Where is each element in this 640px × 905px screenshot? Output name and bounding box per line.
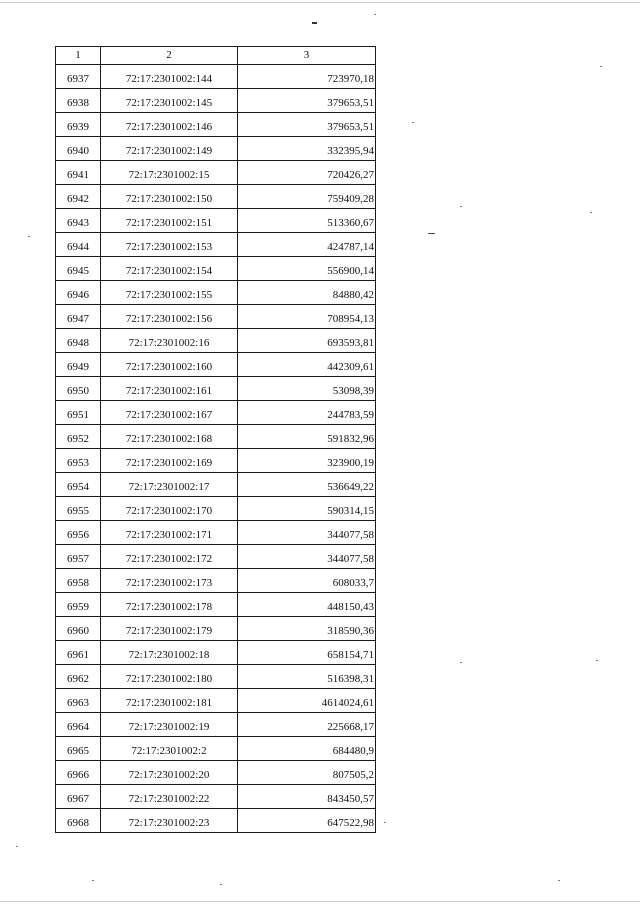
cadastral-value: 708954,13 (238, 305, 376, 329)
cadastral-number: 72:17:2301002:169 (101, 449, 238, 473)
scan-speck (460, 662, 462, 663)
cadastral-number: 72:17:2301002:19 (101, 713, 238, 737)
cadastral-number: 72:17:2301002:22 (101, 785, 238, 809)
cadastral-number: 72:17:2301002:156 (101, 305, 238, 329)
table-row (56, 569, 376, 593)
table-row (56, 737, 376, 761)
table-row (56, 353, 376, 377)
cadastral-number: 72:17:2301002:2 (101, 737, 238, 761)
row-number: 6939 (56, 113, 101, 137)
table-row (56, 185, 376, 209)
table-row (56, 593, 376, 617)
row-number: 6944 (56, 233, 101, 257)
cadastral-value: 720426,27 (238, 161, 376, 185)
row-number: 6963 (56, 689, 101, 713)
cadastral-value: 513360,67 (238, 209, 376, 233)
table-row (56, 401, 376, 425)
row-number: 6940 (56, 137, 101, 161)
cadastral-number: 72:17:2301002:170 (101, 497, 238, 521)
cadastral-number: 72:17:2301002:20 (101, 761, 238, 785)
scan-speck (312, 22, 317, 24)
cadastral-table-container (55, 46, 375, 833)
cadastral-value: 693593,81 (238, 329, 376, 353)
table-row (56, 305, 376, 329)
row-number: 6937 (56, 65, 101, 89)
scan-speck (16, 846, 18, 847)
cadastral-number: 72:17:2301002:15 (101, 161, 238, 185)
scan-speck (590, 212, 592, 213)
table-row (56, 65, 376, 89)
cadastral-number: 72:17:2301002:144 (101, 65, 238, 89)
cadastral-value: 442309,61 (238, 353, 376, 377)
header-col-3: 3 (238, 47, 376, 65)
table-row (56, 545, 376, 569)
table-row (56, 521, 376, 545)
table-row (56, 449, 376, 473)
cadastral-value: 53098,39 (238, 377, 376, 401)
cadastral-number: 72:17:2301002:167 (101, 401, 238, 425)
cadastral-number: 72:17:2301002:155 (101, 281, 238, 305)
cadastral-value: 344077,58 (238, 521, 376, 545)
row-number: 6945 (56, 257, 101, 281)
cadastral-value: 332395,94 (238, 137, 376, 161)
cadastral-number: 72:17:2301002:181 (101, 689, 238, 713)
cadastral-number: 72:17:2301002:16 (101, 329, 238, 353)
table-row (56, 377, 376, 401)
table-row (56, 809, 376, 833)
table-row (56, 233, 376, 257)
cadastral-value: 608033,7 (238, 569, 376, 593)
cadastral-value-table (55, 46, 376, 833)
row-number: 6966 (56, 761, 101, 785)
row-number: 6967 (56, 785, 101, 809)
cadastral-value: 556900,14 (238, 257, 376, 281)
row-number: 6959 (56, 593, 101, 617)
cadastral-number: 72:17:2301002:23 (101, 809, 238, 833)
cadastral-value: 4614024,61 (238, 689, 376, 713)
cadastral-value: 647522,98 (238, 809, 376, 833)
table-row (56, 665, 376, 689)
cadastral-number: 72:17:2301002:161 (101, 377, 238, 401)
cadastral-value: 516398,31 (238, 665, 376, 689)
cadastral-value: 448150,43 (238, 593, 376, 617)
table-row (56, 785, 376, 809)
cadastral-value: 379653,51 (238, 89, 376, 113)
row-number: 6943 (56, 209, 101, 233)
scan-speck (600, 66, 602, 67)
table-row (56, 257, 376, 281)
table-header-row (56, 47, 376, 65)
table-body (56, 65, 376, 833)
cadastral-number: 72:17:2301002:151 (101, 209, 238, 233)
scan-edge-bottom (0, 901, 640, 902)
table-row (56, 209, 376, 233)
table-row (56, 137, 376, 161)
cadastral-number: 72:17:2301002:153 (101, 233, 238, 257)
cadastral-value: 344077,58 (238, 545, 376, 569)
cadastral-number: 72:17:2301002:18 (101, 641, 238, 665)
table-row (56, 617, 376, 641)
cadastral-value: 536649,22 (238, 473, 376, 497)
row-number: 6968 (56, 809, 101, 833)
header-col-1: 1 (56, 47, 101, 65)
row-number: 6952 (56, 425, 101, 449)
scan-speck (384, 822, 386, 823)
cadastral-number: 72:17:2301002:171 (101, 521, 238, 545)
table-row (56, 473, 376, 497)
table-row (56, 425, 376, 449)
row-number: 6955 (56, 497, 101, 521)
table-row (56, 89, 376, 113)
row-number: 6949 (56, 353, 101, 377)
row-number: 6947 (56, 305, 101, 329)
cadastral-number: 72:17:2301002:179 (101, 617, 238, 641)
table-row (56, 113, 376, 137)
cadastral-value: 318590,36 (238, 617, 376, 641)
table-row (56, 713, 376, 737)
row-number: 6962 (56, 665, 101, 689)
cadastral-number: 72:17:2301002:146 (101, 113, 238, 137)
row-number: 6958 (56, 569, 101, 593)
cadastral-value: 590314,15 (238, 497, 376, 521)
scan-edge-top (0, 2, 640, 3)
scan-speck (412, 122, 414, 123)
cadastral-number: 72:17:2301002:150 (101, 185, 238, 209)
cadastral-value: 658154,71 (238, 641, 376, 665)
cadastral-value: 759409,28 (238, 185, 376, 209)
cadastral-number: 72:17:2301002:180 (101, 665, 238, 689)
row-number: 6946 (56, 281, 101, 305)
scan-speck (558, 880, 560, 881)
table-row (56, 161, 376, 185)
scan-speck (460, 206, 462, 207)
cadastral-value: 684480,9 (238, 737, 376, 761)
cadastral-number: 72:17:2301002:173 (101, 569, 238, 593)
cadastral-number: 72:17:2301002:178 (101, 593, 238, 617)
table-row (56, 329, 376, 353)
cadastral-number: 72:17:2301002:168 (101, 425, 238, 449)
cadastral-value: 84880,42 (238, 281, 376, 305)
cadastral-value: 723970,18 (238, 65, 376, 89)
row-number: 6941 (56, 161, 101, 185)
cadastral-value: 843450,57 (238, 785, 376, 809)
cadastral-number: 72:17:2301002:149 (101, 137, 238, 161)
row-number: 6960 (56, 617, 101, 641)
scan-speck (220, 884, 222, 885)
scan-speck (374, 14, 376, 15)
scan-speck (428, 233, 435, 234)
row-number: 6938 (56, 89, 101, 113)
row-number: 6956 (56, 521, 101, 545)
table-row (56, 761, 376, 785)
cadastral-value: 424787,14 (238, 233, 376, 257)
row-number: 6965 (56, 737, 101, 761)
cadastral-value: 379653,51 (238, 113, 376, 137)
row-number: 6954 (56, 473, 101, 497)
row-number: 6950 (56, 377, 101, 401)
row-number: 6957 (56, 545, 101, 569)
cadastral-value: 591832,96 (238, 425, 376, 449)
row-number: 6942 (56, 185, 101, 209)
scan-speck (596, 660, 598, 661)
table-row (56, 497, 376, 521)
table-row (56, 281, 376, 305)
header-col-2: 2 (101, 47, 238, 65)
cadastral-value: 244783,59 (238, 401, 376, 425)
table-row (56, 641, 376, 665)
cadastral-value: 807505,2 (238, 761, 376, 785)
row-number: 6964 (56, 713, 101, 737)
row-number: 6951 (56, 401, 101, 425)
cadastral-number: 72:17:2301002:172 (101, 545, 238, 569)
cadastral-number: 72:17:2301002:154 (101, 257, 238, 281)
row-number: 6961 (56, 641, 101, 665)
cadastral-value: 323900,19 (238, 449, 376, 473)
row-number: 6953 (56, 449, 101, 473)
cadastral-number: 72:17:2301002:17 (101, 473, 238, 497)
cadastral-number: 72:17:2301002:160 (101, 353, 238, 377)
scan-speck (92, 880, 94, 881)
scan-speck (28, 236, 30, 237)
cadastral-number: 72:17:2301002:145 (101, 89, 238, 113)
row-number: 6948 (56, 329, 101, 353)
cadastral-value: 225668,17 (238, 713, 376, 737)
table-row (56, 689, 376, 713)
